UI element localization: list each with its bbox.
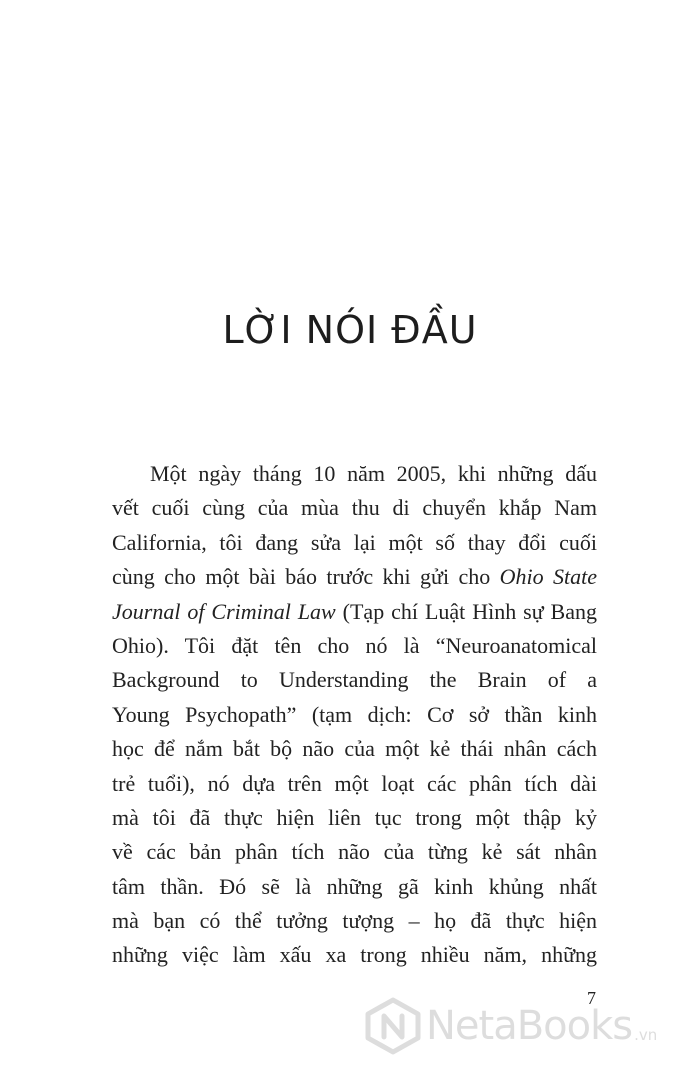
text-line: về các bản phân tích não của từng kẻ sát nhân [112, 839, 597, 865]
text-line: mà bạn có thể tưởng tượng – họ đã thực hiện [112, 908, 597, 934]
text-line: Ohio). Tôi đặt tên cho nó là “Neuroanatomical [112, 632, 597, 658]
text-line: mà tôi đã thực hiện liên tục trong một thập kỷ [112, 804, 597, 830]
journal-title-italic: Ohio State [499, 564, 597, 590]
text-line [112, 595, 597, 629]
text-line: California, tôi đang sửa lại một số thay đổi cuối [112, 529, 597, 555]
text-line: tâm thần. Đó sẽ là những gã kinh khủng nhất [112, 873, 597, 899]
text-line: trẻ tuổi), nó dựa trên một loạt các phân tích dài [112, 770, 597, 796]
page-number: 7 [587, 988, 596, 1008]
netabooks-logo-icon [364, 997, 422, 1055]
text-line: học để nắm bắt bộ não của một kẻ thái nhân cách [112, 736, 597, 762]
text-line: vết cuối cùng của mùa thu di chuyển khắp Nam [112, 495, 597, 521]
chapter-title: LỜI NÓI ĐẦU [222, 308, 478, 352]
text-segment: cùng cho một bài báo trước khi gửi cho [112, 564, 500, 590]
text-line: Background to Understanding the Brain of a [112, 667, 597, 693]
text-segment: (Tạp chí Luật Hình sự Bang [335, 598, 597, 624]
watermark-brand: NetaBooks [426, 1003, 633, 1049]
netabooks-watermark [364, 994, 694, 1058]
body-paragraph [112, 457, 597, 973]
journal-title-italic: Journal of Criminal Law [112, 598, 336, 624]
watermark-suffix: .vn [634, 1026, 658, 1044]
text-line: những việc làm xấu xa trong nhiều năm, những [112, 942, 597, 968]
text-line: Một ngày tháng 10 năm 2005, khi những dấu [150, 461, 597, 486]
text-line: Young Psychopath” (tạm dịch: Cơ sở thần kinh [112, 701, 597, 727]
text-line [112, 560, 597, 594]
